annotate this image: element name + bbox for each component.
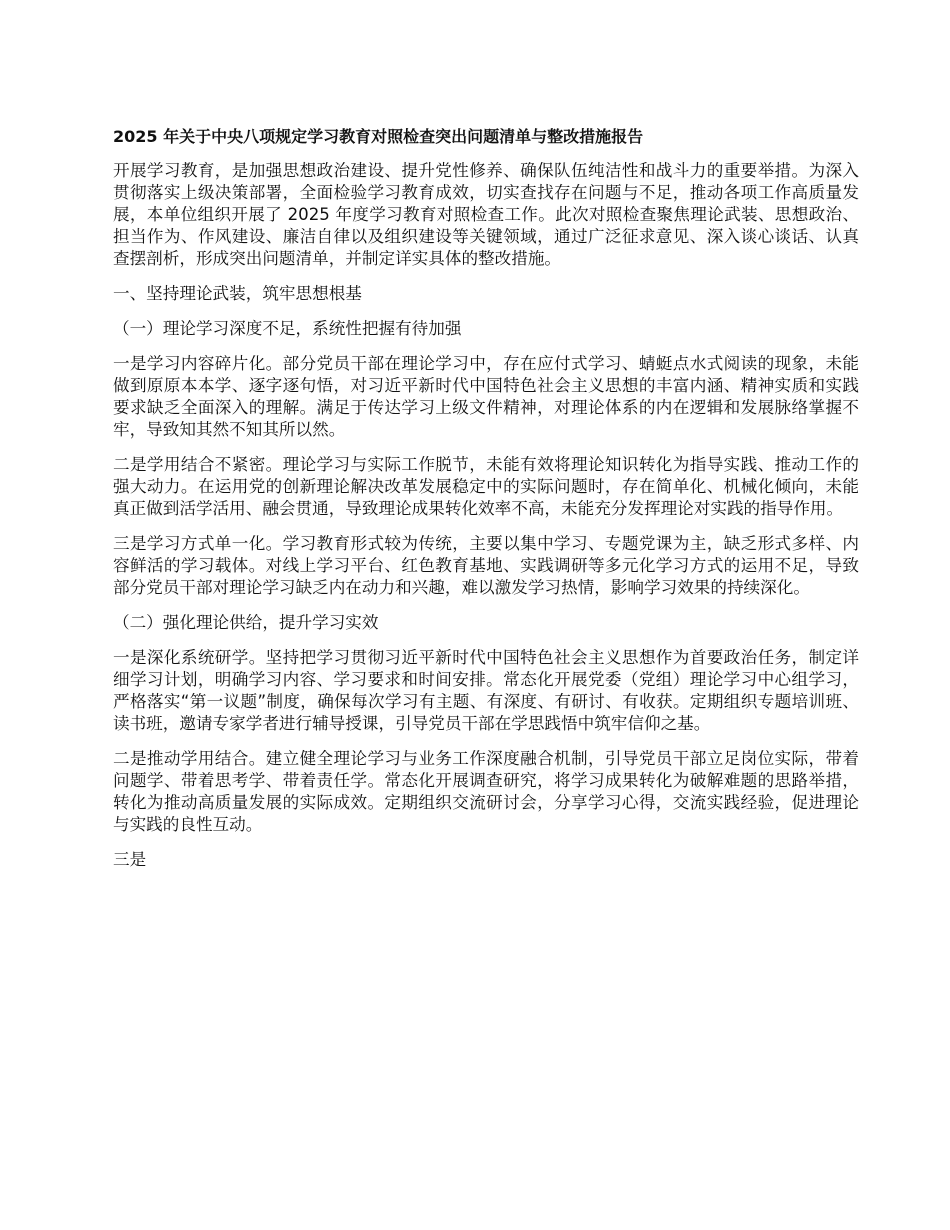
paragraph-item: 一是学习内容碎片化。部分党员干部在理论学习中，存在应付式学习、蜻蜓点水式阅读的现象，未能做到原原本本学、逐字逐句悟，对习近平新时代中国特色社会主义思想的丰富内涵、精神实质和实践要求缺乏全面深入的理解。满足于传达学习上级文件精神，对理论体系的内在逻辑和发展脉络掌握不牢，导致知其然不知其所以然。 [113, 354, 859, 439]
paragraph-item: 三是 [113, 850, 147, 869]
subsection-heading-2: （二）强化理论供给，提升学习实效 [113, 613, 379, 632]
document-page [113, 126, 859, 884]
subsection-heading-1: （一）理论学习深度不足，系统性把握有待加强 [113, 319, 462, 338]
paragraph-item: 一是深化系统研学。坚持把学习贯彻习近平新时代中国特色社会主义思想作为首要政治任务，制定详细学习计划，明确学习内容、学习要求和时间安排。常态化开展党委（党组）理论学习中心组学习，严格落实“第一议题”制度，确保每次学习有主题、有深度、有研讨、有收获。定期组织专题培训班、读书班，邀请专家学者进行辅导授课，引导党员干部在学思践悟中筑牢信仰之基。 [113, 648, 859, 733]
paragraph-item: 三是学习方式单一化。学习教育形式较为传统，主要以集中学习、专题党课为主，缺乏形式多样、内容鲜活的学习载体。对线上学习平台、红色教育基地、实践调研等多元化学习方式的运用不足，导致部分党员干部对理论学习缺乏内在动力和兴趣，难以激发学习热情，影响学习效果的持续深化。 [113, 534, 859, 597]
section-heading-1: 一、坚持理论武装，筑牢思想根基 [113, 284, 362, 303]
intro-paragraph: 开展学习教育，是加强思想政治建设、提升党性修养、确保队伍纯洁性和战斗力的重要举措。为深入贯彻落实上级决策部署，全面检验学习教育成效，切实查找存在问题与不足，推动各项工作高质量发展，本单位组织开展了 2025 年度学习教育对照检查工作。此次对照检查聚焦理论武装、思想政治、担当作为、作风建设、廉洁自律以及组织建设等关键领域，通过广泛征求意见、深入谈心谈话、认真查摆剖析，形成突出问题清单，并制定详实具体的整改措施。 [113, 161, 859, 268]
paragraph-item: 二是学用结合不紧密。理论学习与实际工作脱节，未能有效将理论知识转化为指导实践、推动工作的强大动力。在运用党的创新理论解决改革发展稳定中的实际问题时，存在简单化、机械化倾向，未能真正做到活学活用、融会贯通，导致理论成果转化效率不高，未能充分发挥理论对实践的指导作用。 [113, 455, 859, 518]
paragraph-item: 二是推动学用结合。建立健全理论学习与业务工作深度融合机制，引导党员干部立足岗位实际，带着问题学、带着思考学、带着责任学。常态化开展调查研究，将学习成果转化为破解难题的思路举措，转化为推动高质量发展的实际成效。定期组织交流研讨会，分享学习心得，交流实践经验，促进理论与实践的良性互动。 [113, 749, 859, 834]
document-title: 2025 年关于中央八项规定学习教育对照检查突出问题清单与整改措施报告 [113, 127, 644, 146]
